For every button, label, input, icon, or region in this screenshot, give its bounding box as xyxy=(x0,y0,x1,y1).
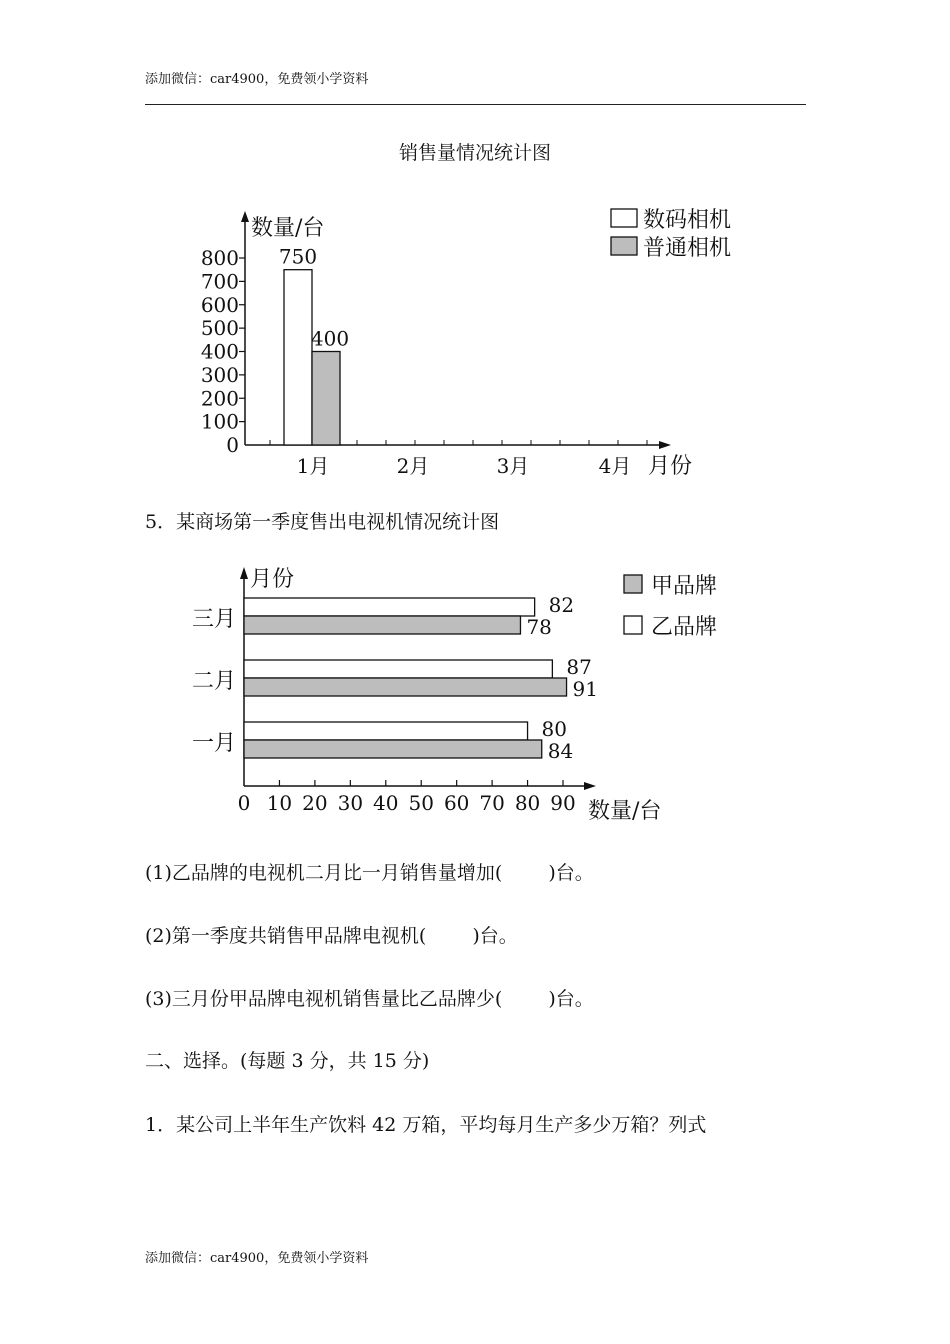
question-3-suffix: )台。 xyxy=(548,988,594,1010)
c2-x-tick-label: 80 xyxy=(514,791,541,815)
c1-x-axis-label: 月份 xyxy=(648,454,693,479)
c1-legend-swatch-normal xyxy=(611,237,637,255)
c1-y-tick-label: 500 xyxy=(200,316,239,341)
c2-x-tick-label: 40 xyxy=(373,791,399,815)
c2-data-label-jia: 78 xyxy=(526,615,552,639)
question-1-text: (1)乙品牌的电视机二月比一月销售量增加( xyxy=(145,862,503,884)
question-2-suffix: )台。 xyxy=(472,925,518,947)
c2-y-axis-label: 月份 xyxy=(250,567,295,592)
c2-data-label-jia: 84 xyxy=(547,739,574,763)
question-3 xyxy=(145,984,594,1011)
c2-bar-yi xyxy=(244,722,528,740)
page-footer: 添加微信：car4900，免费领小学资料 xyxy=(145,1251,369,1266)
c2-bar-jia xyxy=(244,740,542,758)
c1-x-arrow xyxy=(659,441,671,449)
c2-data-label-yi: 82 xyxy=(548,593,575,617)
c1-category-label: 2月 xyxy=(396,454,430,478)
chart2-title: 5．某商场第一季度售出电视机情况统计图 xyxy=(145,511,500,533)
c2-bar-jia xyxy=(244,678,567,696)
c2-legend-swatch-jia xyxy=(624,575,642,593)
chart1-title: 销售量情况统计图 xyxy=(398,142,551,164)
c1-y-tick-label: 200 xyxy=(200,386,239,411)
question-1-suffix: )台。 xyxy=(548,862,594,884)
c1-legend-label-digital: 数码相机 xyxy=(643,208,732,233)
c2-category-label: 二月 xyxy=(191,669,236,694)
c2-data-label-jia: 91 xyxy=(572,677,598,701)
c2-x-tick-label: 70 xyxy=(479,791,505,815)
c1-y-tick-label: 100 xyxy=(200,409,239,434)
c2-bar-yi xyxy=(244,598,535,616)
c2-legend-swatch-yi xyxy=(624,616,642,634)
c2-x-tick-label: 90 xyxy=(550,791,576,815)
c1-y-tick-label: 0 xyxy=(226,433,239,457)
c1-y-tick-label: 700 xyxy=(200,269,239,294)
c2-x-tick-label: 50 xyxy=(408,791,434,815)
section-2-heading: 二、选择。(每题 3 分，共 15 分) xyxy=(145,1050,430,1072)
c2-data-label-yi: 80 xyxy=(541,717,568,741)
c1-y-arrow xyxy=(241,211,249,222)
c2-legend-label-jia: 甲品牌 xyxy=(651,574,718,599)
c1-category-label: 1月 xyxy=(296,454,330,478)
page-header: 添加微信：car4900，免费领小学资料 xyxy=(145,72,369,87)
question-2 xyxy=(145,921,518,948)
c1-data-label: 750 xyxy=(278,244,318,269)
c1-y-tick-label: 300 xyxy=(200,362,239,387)
c2-x-axis-label: 数量/台 xyxy=(588,799,662,824)
question-3-text: (3)三月份甲品牌电视机销售量比乙品牌少( xyxy=(145,988,503,1010)
c1-bar-digital-1 xyxy=(284,270,312,445)
c2-x-tick-label: 20 xyxy=(302,791,328,815)
c2-x-tick-label: 60 xyxy=(443,791,470,815)
question-1 xyxy=(145,858,594,885)
c1-y-tick-label: 600 xyxy=(200,292,239,317)
c1-legend-swatch-digital xyxy=(611,209,637,227)
c2-legend-label-yi: 乙品牌 xyxy=(651,615,718,640)
question-2-text: (2)第一季度共销售甲品牌电视机( xyxy=(145,925,427,947)
c2-bar-jia xyxy=(244,616,520,634)
c2-x-tick-label: 10 xyxy=(266,791,293,815)
c2-x-tick-label: 30 xyxy=(337,791,364,815)
c2-bar-yi xyxy=(244,660,552,678)
c2-y-arrow xyxy=(240,567,248,579)
c1-y-tick-label: 400 xyxy=(200,339,239,364)
c1-legend-label-normal: 普通相机 xyxy=(643,236,732,261)
c1-data-label: 400 xyxy=(310,326,350,351)
choice-question-1: 1．某公司上半年生产饮料 42 万箱，平均每月生产多少万箱？列式 xyxy=(145,1114,707,1136)
c2-category-label: 三月 xyxy=(191,607,236,632)
c2-x-tick-label: 0 xyxy=(237,791,251,815)
c2-x-arrow xyxy=(584,782,596,790)
c1-bar-normal-1 xyxy=(312,352,340,446)
c1-y-tick-label: 800 xyxy=(200,246,239,270)
c1-y-axis-label: 数量/台 xyxy=(251,216,325,241)
c2-category-label: 一月 xyxy=(191,731,236,756)
c1-category-label: 3月 xyxy=(496,454,530,478)
c2-data-label-yi: 87 xyxy=(566,655,592,679)
c1-category-label: 4月 xyxy=(598,454,632,478)
